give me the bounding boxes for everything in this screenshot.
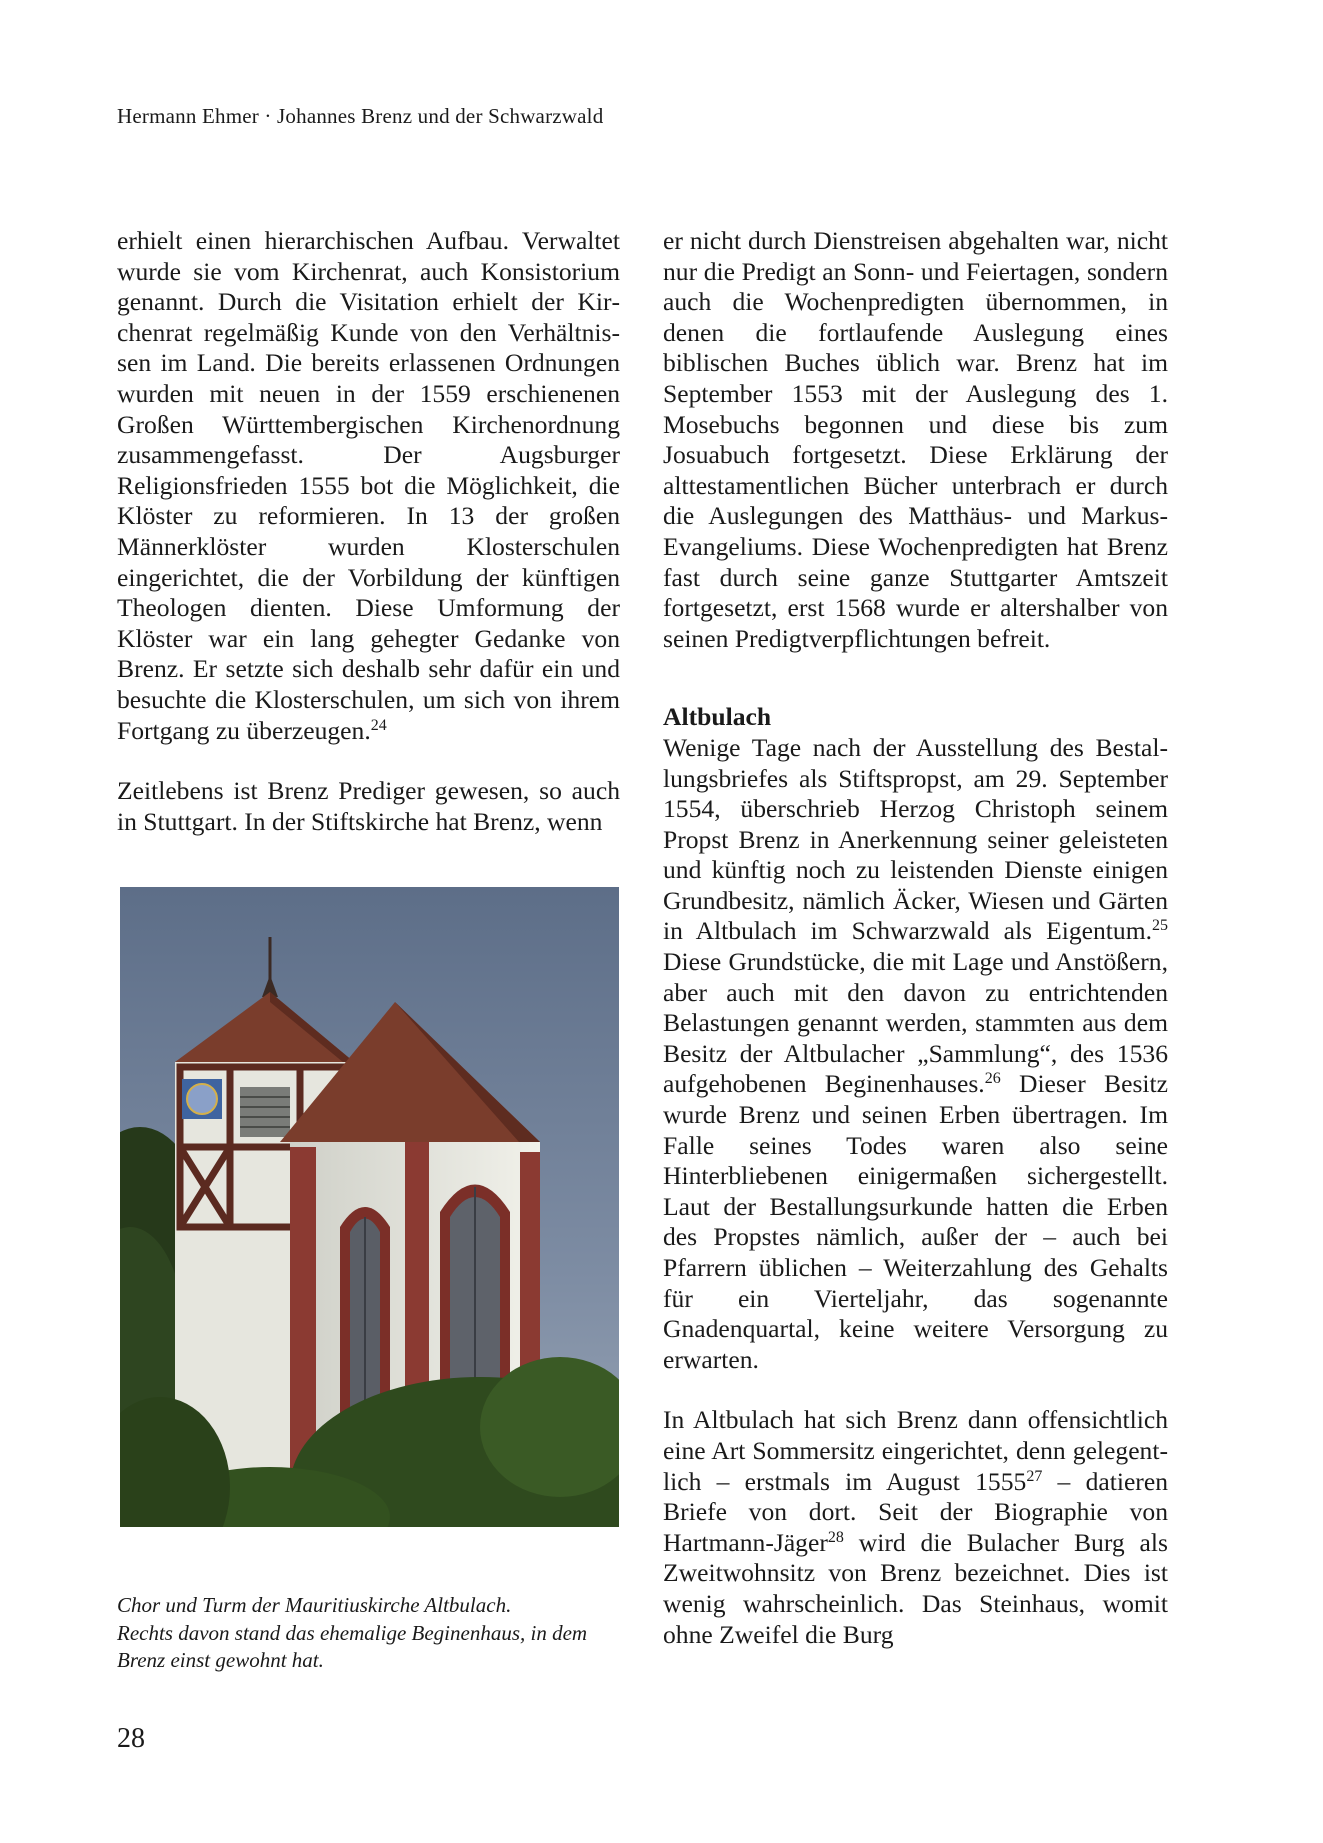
section-heading: Altbulach — [663, 702, 772, 732]
church-illustration — [120, 887, 619, 1527]
photo-caption — [117, 1592, 627, 1675]
paragraph: In Altbulach hat sich Brenz dann offensichtlich eine Art Sommersitz eingerichtet, denn gelegentlich – erstmals im August 1555$^{27}$ – datieren Briefe von dort. Seit der Biographie von Hartmann-Jäger$^{28}$ wird die Bulacher Burg als Zweitwohnsitz von Brenz bezeichnet. Dies ist wenig wahrscheinlich. Das Steinhaus, womit ohne Zweifel die Burg — [663, 1405, 1168, 1649]
caption-line: Chor und Turm der Mauritiuskirche Altbulach. — [117, 1593, 512, 1617]
footnote-ref[interactable]: 28 — [827, 1528, 844, 1546]
footnote-ref[interactable]: 24 — [370, 716, 387, 734]
footnote-ref[interactable]: 27 — [1026, 1467, 1043, 1485]
footnote-ref[interactable]: 25 — [1152, 917, 1168, 935]
footnote-ref[interactable]: 26 — [984, 1070, 1001, 1088]
paragraph: Wenige Tage nach der Ausstellung des Bestallungsbriefes als Stiftspropst, am 29. September 1554, überschrieb Herzog Christoph seinem Propst Brenz in Anerkennung seiner geleisteten und künftig noch zu leistenden Dienste einigen Grundbesitz, nämlich Äcker, Wiesen und Gärten in Altbulach im Schwarzwald als Eigentum.$^{25}$ Diese Grundstücke, die mit Lage und Anstößern, aber auch mit den davon zu entrichtenden Belastungen genannt werden, stammten aus dem Besitz der Altbulacher „Sammlung“, des 1536 aufgehobenen Beginenhauses.$^{26}$ Dieser Besitz wurde Brenz und seinen Erben übertragen. Im Falle seines Todes waren also seine Hinterbliebenen einigermaßen sichergestellt. Laut der Bestallungsurkunde hatten die Erben des Propstes nämlich, außer der – auch bei Pfarrern üblichen – Weiterzahlung des Gehalts für ein Vierteljahr, das sogenannte Gnadenquartal, keine weitere Versorgung zu erwarten. — [663, 732, 1168, 1374]
running-head: Hermann Ehmer · Johannes Brenz und der Schwarzwald — [117, 104, 604, 128]
church-photo — [120, 887, 619, 1527]
left-column — [117, 226, 620, 837]
paragraph: er nicht durch Dienstreisen abgehalten war, nicht nur die Predigt an Sonn- und Feiertagen, sondern auch die Wochenpredigten übernommen, in denen die fortlaufende Auslegung eines biblischen Buches üblich war. Brenz hat im September 1553 mit der Auslegung des 1. Mosebuchs begonnen und diese bis zum Josuabuch fortgesetzt. Diese Erklärung der alttestamentlichen Bücher unterbrach er durch die Auslegungen des Matthäus- und Markus-Evangeliums. Diese Wochenpredigten hat Brenz fast durch seine ganze Stuttgarter Amtszeit fortgesetzt, erst 1568 wurde er altershalber von seinen Predigtverpflichtungen befreit. — [663, 226, 1168, 653]
caption-line: Brenz einst gewohnt hat. — [117, 1648, 324, 1672]
paragraph: Zeitlebens ist Brenz Prediger gewesen, so auch in Stuttgart. In der Stiftskirche hat Brenz, wenn — [117, 776, 620, 836]
paragraph: erhielt einen hierarchischen Aufbau. Verwaltet wurde sie vom Kirchenrat, auch Konsistorium genannt. Durch die Visitation erhielt der Kirchenrat regelmäßig Kunde von den Verhältnissen im Land. Die bereits erlassenen Ordnungen wurden mit neuen in der 1559 erschienenen Großen Württembergischen Kirchenordnung zusammengefasst. Der Augsburger Religionsfrieden 1555 bot die Möglichkeit, die Klöster zu reformieren. In 13 der großen Männerklöster wurden Klosterschulen eingerichtet, die der Vorbildung der künftigen Theologen dienten. Diese Umformung der Klöster war ein lang gehegter Gedanke von Brenz. Er setzte sich deshalb sehr dafür ein und besuchte die Klosterschulen, um sich von ihrem Fortgang zu überzeugen.$^{24}$ — [117, 226, 620, 745]
page-number: 28 — [117, 1723, 145, 1754]
caption-line: Rechts davon stand das ehemalige Beginenhaus, in dem — [117, 1620, 588, 1645]
right-column — [663, 226, 1168, 1650]
